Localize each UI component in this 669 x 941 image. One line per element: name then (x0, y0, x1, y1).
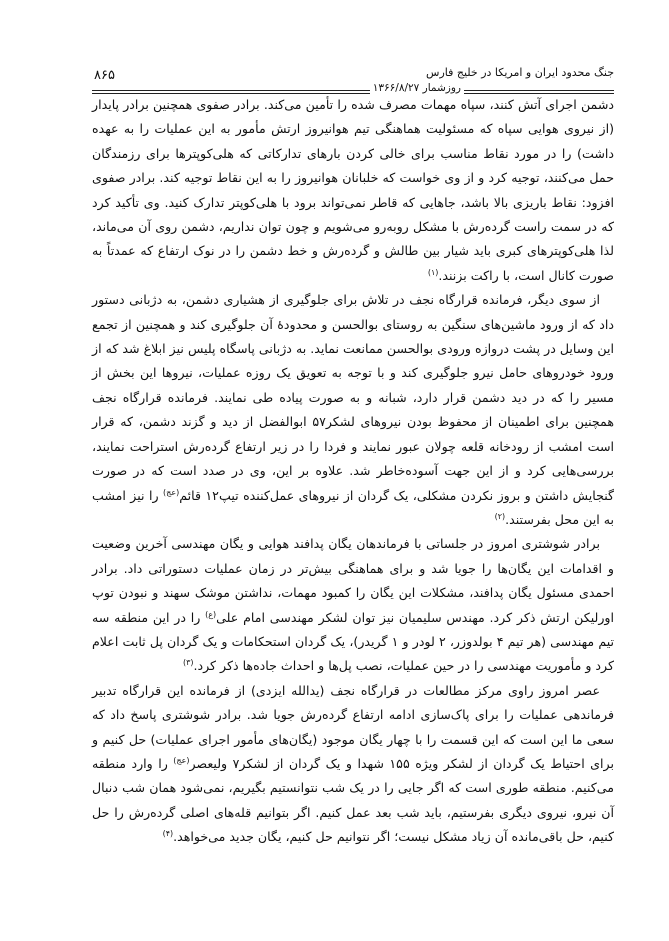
paragraph-text: عصر امروز راوی مرکز مطالعات در قرارگاه نجف (یدالله ایزدی) از فرمانده این قرارگاه تدبیر فرماندهی عملیات را برای پاک‌سازی ادامه ارتفاع گرده‌رش جویا شد. برادر شوشتری پاسخ داد که سعی ما این است که این قسمت را با چهار یگان موجود (یگان‌های مأمور اجرای عملیات) حل کنیم و برای احتیاط یک گردان از لشکر ویژه ۱۵۵ شهدا و یک گردان از لشکر۷ ولیعصر (92, 682, 614, 771)
book-title: جنگ محدود ایران و امریکا در خلیج فارس (426, 66, 614, 79)
page-number: ۸۶۵ (94, 68, 115, 83)
honorific: (عج) (163, 487, 180, 497)
paragraph (92, 679, 614, 850)
honorific: (عج) (173, 755, 190, 765)
paragraph-text: از سوی دیگر، فرمانده قرارگاه نجف در تلاش برای جلوگیری از هشیاری دشمن، به دژبانی دستور داد که از ورود ماشین‌های سنگین به روستای بوالحسن و محدودهٔ آن جلوگیری کند و همچنین از تجمع این وسایل در پشت دروازه ورودی بوالحسن ممانعت نماید. به دژبانی پاسگاه پلیس نیز ابلاغ شد که از ورود خودروهای حامل نیرو جلوگیری کند و با توجه به تعویق یک روزه عملیات، نیروها این بخش از مسیر را که در دید دشمن قرار دارد، شبانه و به صورت پیاده طی نمایند. فرمانده قرارگاه نجف همچنین برای اطمینان از محفوظ بودن نیروهای لشکر۵۷ ابوالفضل از دید و گزند دشمن، که قرار است امشب از رودخانه قلعه چولان عبور نمایند و فردا را در زیر ارتفاع گرده‌رش استراحت نمایند، بررسی‌هایی کرد و از این جهت آسوده‌خاطر شد. علاوه بر این، وی در صدد است که در صورت گنجایش داشتن و بروز نکردن مشکلی، یک گردان از نیروهای عمل‌کننده تیپ۱۲ قائم (92, 292, 614, 503)
paragraph (92, 288, 614, 532)
diary-date: روزشمار ۱۳۶۶/۸/۲۷ (370, 82, 464, 94)
honorific: (ع) (205, 609, 217, 619)
footnote-ref[interactable]: (۲) (494, 511, 506, 521)
footnote-ref[interactable]: (۴) (162, 829, 174, 838)
paragraph (92, 93, 614, 288)
footnote-ref[interactable]: (۱) (427, 267, 439, 277)
paragraph-text: دشمن اجرای آتش کنند، سپاه مهمات مصرف شده را تأمین می‌کند. برادر صفوی همچنین برادر پایدار (از نیروی هوایی سپاه که مسئولیت هماهنگی تیم هوانیروز ارتش مأمور به این عملیات را به عهده داشت) را در مورد نقاط مناسب برای خالی کردن بارهای تدارکاتی که هلی‌کوپترها برای رزمندگان حمل می‌کنند، توجیه کرد و از وی خواست که خلبانان هوانیروز را به این نقاط توجیه کند. برادر صفوی افزود: نقاط باریزی بالا باشد، جاهایی که قاطر نمی‌تواند برود با هلی‌کوپتر تدارک کنید. وی تأکید کرد که در سمت راست گرده‌رش با مشکل روبه‌رو می‌شویم و چون توان نداریم، دشمن روی آن می‌ماند، لذا هلی‌کوپترهای کبری باید شیار بین طالش و گرده‌رش و خط دشمن را در نوک ارتفاع که عمدتاً به صورت کانال است، با راکت بزنند. (92, 97, 614, 283)
paragraph-text: را وارد منطقه می‌کنیم. منطقه طوری است که اگر جایی را در یک شب نتوانستیم بگیریم، نمی‌شود همان شب دنبال آن نیرو، نیروی دیگری بفرستیم، باید شب بعد عمل کنیم. اگر بتوانیم قله‌های اصلی گرده‌رش را حل کنیم، حل باقی‌مانده آن زیاد مشکل نیست؛ اگر نتوانیم حل کنیم، یگان جدید می‌خواهد. (92, 755, 614, 845)
paragraph (92, 532, 614, 678)
footnote-ref[interactable]: (۳) (182, 658, 194, 668)
paragraph-text: برادر شوشتری امروز در جلساتی با فرماندهان یگان پدافند هوایی و یگان مهندسی آخرین وضعیت و اقدامات این یگان‌ها را جویا شد و برای هماهنگی بیش‌تر در زمان عملیات دستوراتی داد. برادر احمدی مسئول یگان پدافند، مشکلات این یگان را کمبود مهمات، نداشتن موشک سهند و نبودن توپ اورلیکن ارتش ذکر کرد. مهندس سلیمیان نیز توان لشکر مهندسی امام علی (92, 536, 614, 625)
body-text (92, 93, 614, 850)
paragraph-text: را نیز امشب به این محل بفرستند. (92, 487, 614, 527)
running-header (92, 64, 614, 94)
paragraph-text: را در این منطقه سه تیم مهندسی (هر تیم ۴ بولدوزر، ۲ لودر و ۱ گریدر)، یک گردان استحکامات و یک گردان پل ثابت اعلام کرد و مأموریت مهندسی را در حین عملیات، نصب پل‌ها و احداث جاده‌ها ذکر کرد. (92, 609, 615, 674)
